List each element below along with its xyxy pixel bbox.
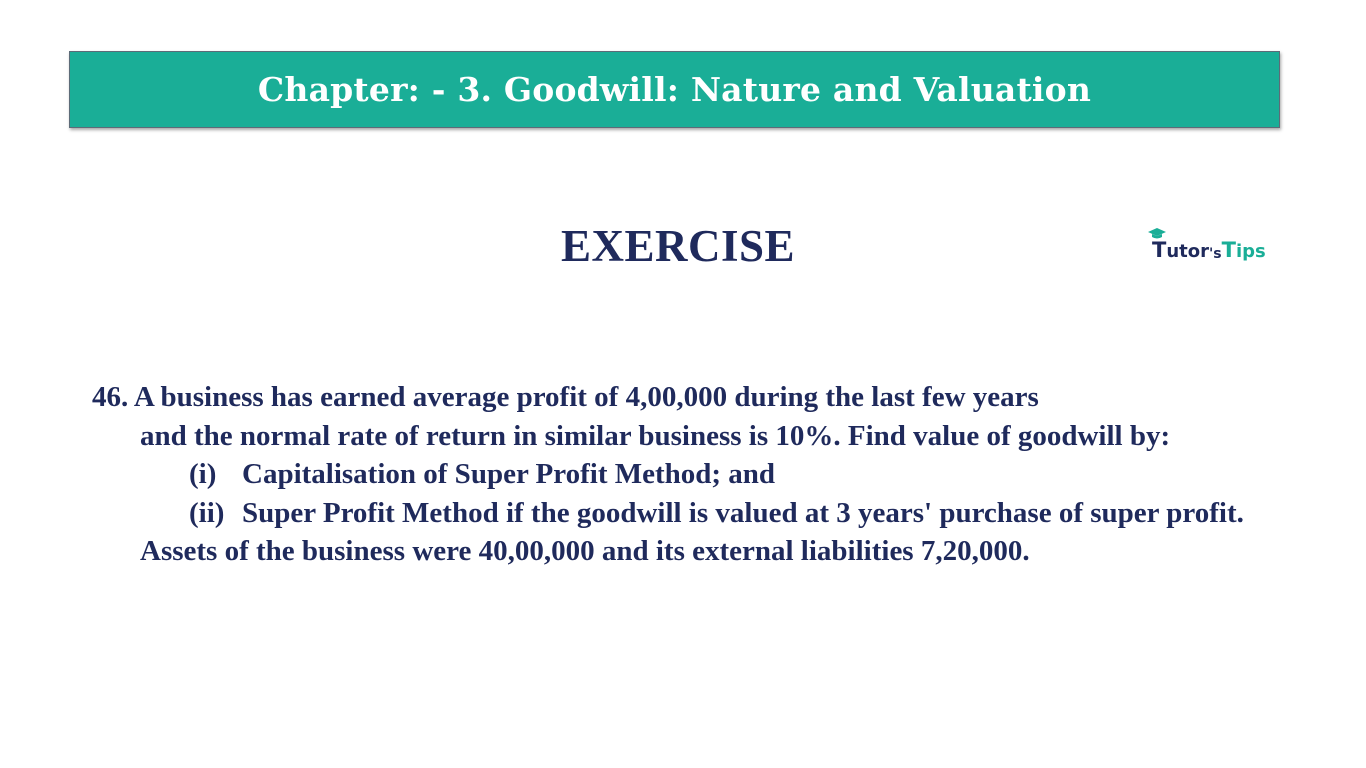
logo-initial-t: T bbox=[1152, 238, 1167, 262]
logo-apostrophe: 's bbox=[1209, 246, 1222, 262]
chapter-title: Chapter: - 3. Goodwill: Nature and Valuation bbox=[257, 70, 1092, 109]
sub-item-number: (i) bbox=[189, 458, 217, 490]
logo-text-utor: utor bbox=[1166, 241, 1209, 262]
exercise-heading: EXERCISE bbox=[560, 221, 796, 271]
logo-text-ips: ips bbox=[1235, 241, 1266, 262]
sub-item-ii bbox=[92, 494, 1266, 533]
question-first-line bbox=[92, 378, 1266, 417]
question-number: 46. bbox=[92, 381, 129, 413]
sub-item-i bbox=[92, 455, 1266, 494]
sub-item-text: Super Profit Method if the goodwill is valued at 3 years' purchase of super profit. bbox=[242, 496, 1244, 529]
logo-cap-wrapper bbox=[1152, 240, 1166, 261]
question-footer: Assets of the business were 40,00,000 and its external liabilities 7,20,000. bbox=[140, 535, 1030, 567]
question-continuation: and the normal rate of return in similar business is 10%. Find value of goodwill by: bbox=[140, 419, 1171, 452]
graduation-cap-icon bbox=[1148, 228, 1166, 240]
tutors-tips-logo bbox=[1152, 225, 1282, 261]
question-line1: A business has earned average profit of 4,00,000 during the last few years bbox=[133, 381, 1039, 413]
question-block bbox=[92, 378, 1266, 571]
chapter-banner bbox=[69, 51, 1280, 128]
sub-item-number: (ii) bbox=[189, 496, 225, 529]
sub-item-text: Capitalisation of Super Profit Method; and bbox=[242, 458, 776, 490]
logo-initial-t2: T bbox=[1221, 238, 1236, 262]
